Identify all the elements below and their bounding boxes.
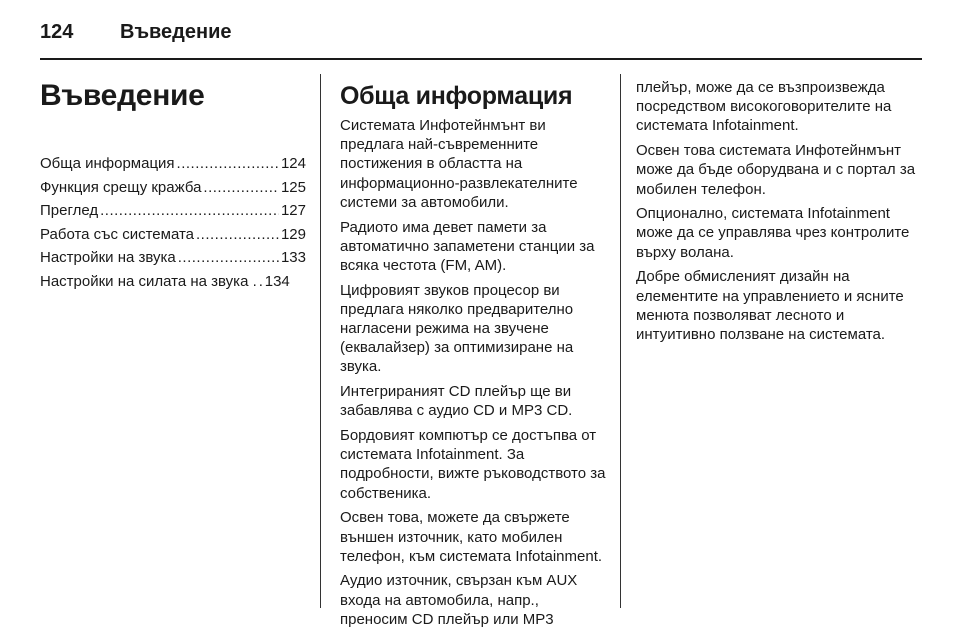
body-paragraph: Освен това системата Инфотейнмънт може да бъде оборудвана и с портал за мобилен телефон.: [636, 142, 916, 198]
toc-entry-label: Обща информация: [40, 155, 175, 172]
toc-column: [40, 72, 306, 293]
toc-entry-label: Настройки на силата на звука .: [40, 272, 257, 290]
toc-entry-label: Настройки на звука: [40, 249, 176, 266]
toc-entry-page: 129: [280, 225, 306, 243]
toc-entry[interactable]: [40, 176, 306, 200]
body-paragraph: Системата Инфотейнмънт ви предлага най-съвременните постижения в областта на информационно-развлекателните системи за автомобили.: [340, 117, 578, 211]
toc-entry-page: 124: [280, 155, 306, 172]
body-paragraph: плейър, може да се възпроизвежда посредством високоговорителите на системата Infotainment.: [636, 79, 892, 135]
toc-entry-label: Функция срещу кражба: [40, 178, 202, 196]
toc-leader: [177, 152, 279, 176]
body-paragraph: Освен това, можете да свържете външен източник, като мобилен телефон, към системата Infotainment.: [340, 509, 603, 565]
toc-entry[interactable]: [40, 199, 306, 223]
middle-column: [340, 72, 610, 635]
table-of-contents: [40, 152, 306, 293]
running-title: Въведение: [120, 20, 232, 43]
toc-leader: [196, 223, 279, 247]
body-paragraph: Опционално, системата Infotainment може да се управлява чрез контролите върху волана.: [636, 205, 910, 261]
column-divider-right: [620, 74, 621, 608]
toc-entry-page: 125: [280, 178, 306, 196]
body-paragraph: Аудио източник, свързан към AUX входа на автомобила, напр., преносим CD плейър или MP3: [340, 572, 578, 628]
toc-entry-page: 127: [280, 202, 306, 219]
toc-entry-label: Работа със системата: [40, 225, 194, 243]
toc-entry-page: 133: [280, 249, 306, 266]
section-title: Обща информация: [340, 82, 573, 110]
toc-entry-page: 134: [264, 272, 290, 290]
toc-leader: [178, 246, 279, 270]
page-number: 124: [40, 20, 74, 43]
toc-leader: [259, 270, 263, 294]
right-column: [636, 78, 922, 350]
body-paragraph: Интегрираният CD плейър ще ви забавлява с аудио CD и MP3 CD.: [340, 383, 573, 420]
toc-entry-label: Преглед: [40, 202, 99, 219]
toc-entry[interactable]: [40, 246, 306, 270]
column-divider-left: [320, 74, 321, 608]
toc-leader: [203, 176, 279, 200]
chapter-title: Въведение: [40, 79, 205, 112]
page-header: [40, 14, 232, 50]
header-divider: [40, 58, 922, 60]
toc-entry[interactable]: [40, 270, 306, 294]
body-paragraph: Радиото има девет памети за автоматично запаметени станции за всяка честота (FM, AM).: [340, 218, 595, 274]
body-paragraph: Добре обмисленият дизайн на елементите на управлението и ясните менюта позволяват лесното и интуитивно ползване на системата.: [636, 268, 904, 343]
toc-leader: [100, 199, 279, 223]
body-paragraph: Бордовият компютър се достъпва от системата Infotainment. За подробности, вижте ръководството за собственика.: [340, 427, 606, 502]
body-paragraph: Цифровият звуков процесор ви предлага няколко предварително нагласени режима на звучене (еквалайзер) за оптимизиране на звука.: [340, 281, 574, 376]
toc-entry[interactable]: [40, 223, 306, 247]
toc-entry[interactable]: [40, 152, 306, 176]
